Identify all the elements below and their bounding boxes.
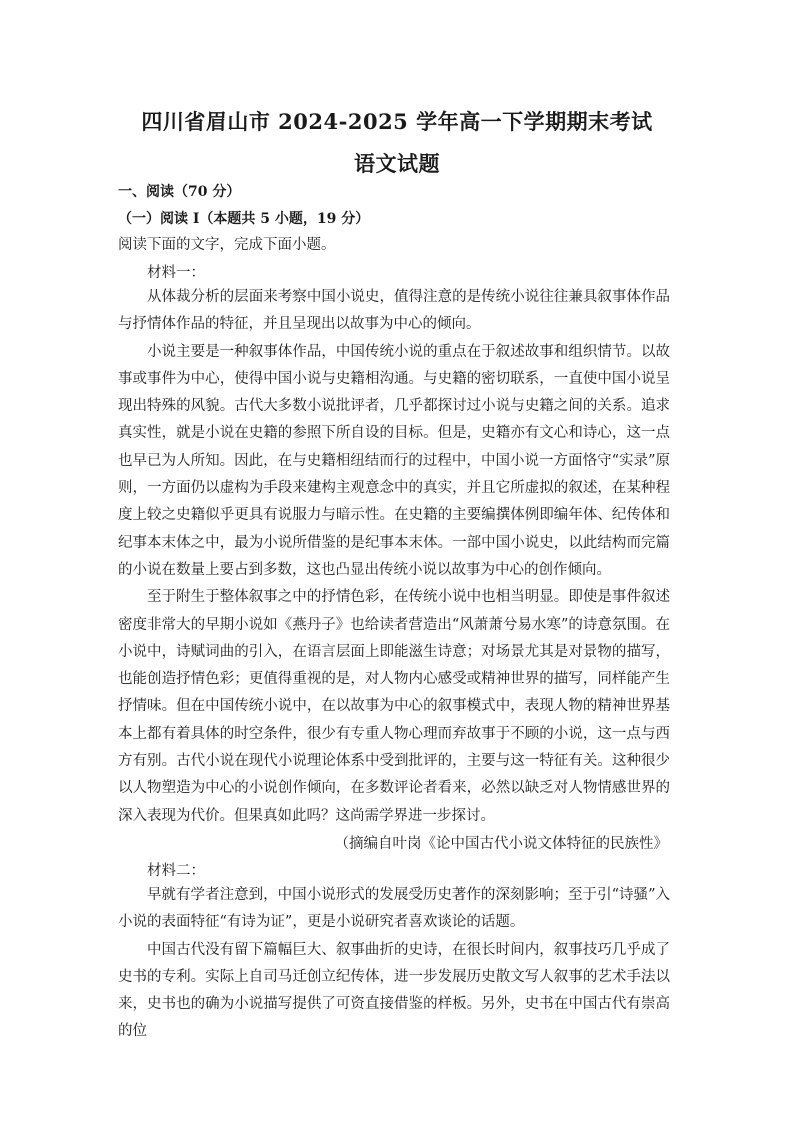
material-two-body	[118, 882, 670, 1046]
paragraph: 中国古代没有留下篇幅巨大、叙事曲折的史诗，在很长时间内，叙事技巧几乎成了史书的专利。实际上自司马迁创立纪传体，进一步发展历史散文写人叙事的艺术手法以来，史书也的确为小说描写提供了可资直接借鉴的样板。另外，史书在中国古代有崇高的位	[118, 941, 670, 1040]
paragraph: 早就有学者注意到，中国小说形式的发展受历史著作的深刻影响；至于引“诗骚”入小说的表面特征“有诗为证”，更是小说研究者喜欢谈论的话题。	[118, 887, 670, 931]
paragraph: 从体裁分析的层面来考察中国小说史，值得注意的是传统小说往往兼具叙事体作品与抒情体作品的特征，并且呈现出以故事为中心的倾向。	[118, 289, 670, 333]
material-one-body	[118, 284, 670, 830]
instruction-text: 阅读下面的文字，完成下面小题。	[118, 237, 336, 253]
paragraph: 小说主要是一种叙事体作品，中国传统小说的重点在于叙述故事和组织情节。以故事或事件为中心，使得中国小说与史籍相沟通。与史籍的密切联系，一直使中国小说呈现出特殊的风貌。古代大多数小说批评者，几乎都探讨过小说与史籍之间的关系。追求真实性，就是小说在史籍的参照下所自设的目标。但是，史籍亦有文心和诗心，这一点也早已为人所知。因此，在与史籍相纽结而行的过程中，中国小说一方面恪守“实录”原则，一方面仍以虚构为手段来建构主观意念中的真实，并且它所虚拟的叙述，在某种程度上较之史籍似乎更具有说服力与暗示性。在史籍的主要编撰体例即编年体、纪传体和纪事本末体之中，最为小说所借鉴的是纪事本末体。一部中国小说史，以此结构而完篇的小说在数量上要占到多数，这也凸显出传统小说以故事为中心的创作倾向。	[118, 343, 670, 578]
subsection-heading: （一）阅读 I（本题共 5 小题，19 分）	[118, 211, 370, 227]
material-one-label: 材料一：	[147, 265, 205, 281]
section-heading: 一、阅读（70 分）	[118, 184, 241, 200]
material-two-label: 材料二：	[147, 863, 205, 879]
exam-title: 四川省眉山市 2024-2025 学年高一下学期期末考试	[141, 109, 653, 134]
material-one-source: （摘编自叶岗《论中国古代小说文体特征的民族性》	[334, 836, 668, 852]
paragraph: 至于附生于整体叙事之中的抒情色彩，在传统小说中也相当明显。即使是事件叙述密度非常大的早期小说如《燕丹子》也给读者营造出“风萧萧兮易水寒”的诗意氛围。在小说中，诗赋词曲的引入，在语言层面上即能滋生诗意；对场景尤其是对景物的描写，也能创造抒情色彩；更值得重视的是，对人物内心感受或精神世界的描写，同样能产生抒情味。但在中国传统小说中，在以故事为中心的叙事模式中，表现人物的精神世界基本上都有着具体的时空条件，很少有专重人物心理而弃故事于不顾的小说，这一点与西方有别。古代小说在现代小说理论体系中受到批评的，主要与这一特征有关。这种很少以人物塑造为中心的小说创作倾向，在多数评论者看来，必然以缺乏对人物情感世界的深入表现为代价。但果真如此吗？这尚需学界进一步探讨。	[118, 589, 670, 824]
exam-subtitle: 语文试题	[354, 151, 440, 176]
